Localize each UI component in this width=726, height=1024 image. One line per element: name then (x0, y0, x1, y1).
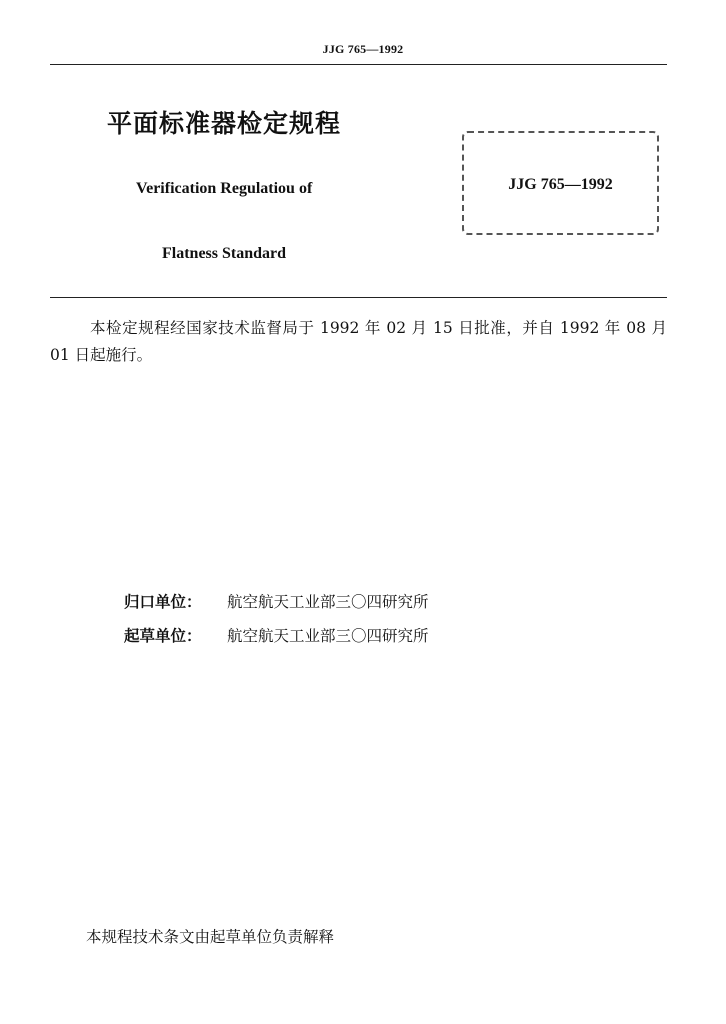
header-divider (50, 64, 667, 65)
document-title-english-line2: Flatness Standard (162, 245, 287, 262)
responsible-unit-value: 航空航天工业部三〇四研究所 (227, 593, 429, 611)
document-title-chinese: 平面标准器检定规程 (107, 109, 342, 138)
standard-code-box-text: JJG 765—1992 (508, 176, 613, 193)
document-title-english-line1: Verification Regulatiou of (136, 180, 313, 197)
responsible-unit-label: 归口单位： (124, 593, 202, 611)
responsible-unit-row (124, 590, 429, 612)
header-standard-code: JJG 765—1992 (322, 42, 404, 56)
drafting-unit-value: 航空航天工业部三〇四研究所 (227, 627, 429, 645)
approval-statement: 本检定规程经国家技术监督局于 1992 年 02 月 15 日批准，并自 1992 年 08 月 01 日起施行。 (50, 319, 667, 364)
title-divider (50, 297, 667, 298)
interpretation-note: 本规程技术条文由起草单位负责解释 (86, 928, 335, 946)
drafting-unit-row (124, 624, 429, 646)
drafting-unit-label: 起草单位： (124, 627, 202, 645)
